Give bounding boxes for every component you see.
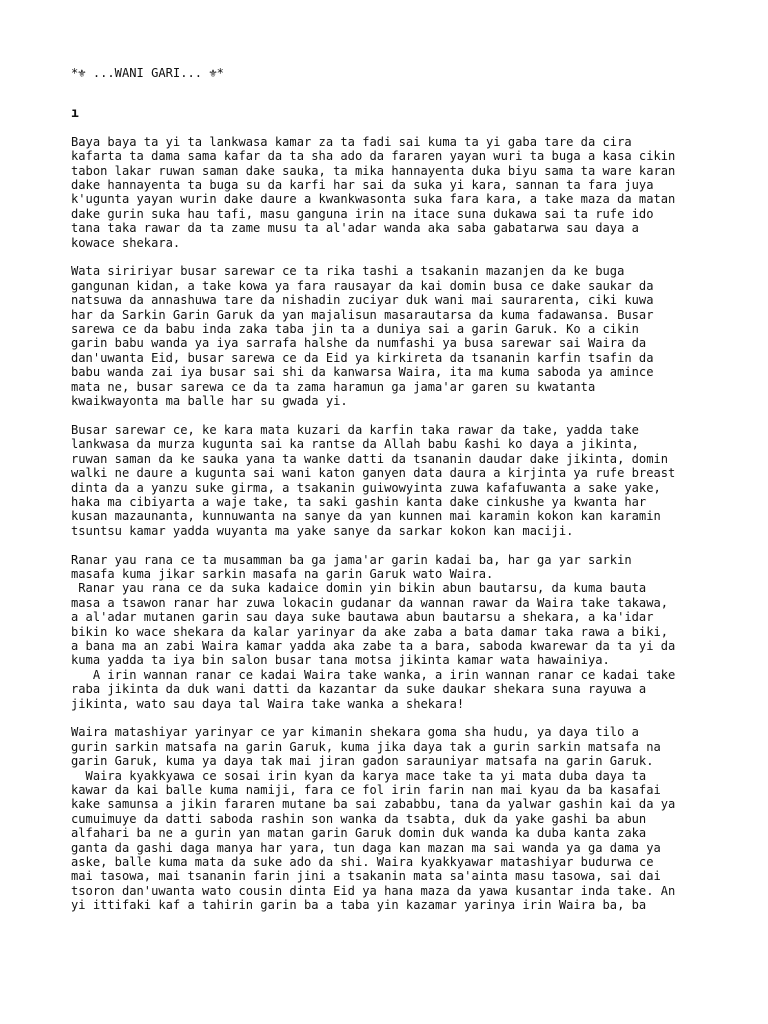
paragraph: Waira matashiyar yarinyar ce yar kimanin shekara goma sha hudu, ya daya tilo a gurin sarkin matsafa na garin Garuk, kuma jika daya tak a gurin sarkin matsafa na garin Garuk, kuma ya daya tak mai jiran gadon sarauniyar matsafa na garin Garuk. Waira kyakkyawa ce sosai irin kyan da karya mace take ta yi mata duba daya ta kawar da kai balle kuma namiji, fara ce fol irin farin nan mai kyau da ba kasafai kake samunsa a jikin fararen mutane ba sai zababbu, tana da yalwar gashin kai da ya cumuimuye da datti saboda rashin son wanka da tsabta, duk da yake gashi ba abun alfahari ba ne a gurin yan matan garin Garuk domin duk wanda ka duba kanta zaka ganta da gashi daga manya har yara, tun daga kan mazan ma sai wanda ya ga dama ya aske, balle kuma mata da suke ado da shi. Waira kyakkyawar matashiyar budurwa ce mai tasowa, mai tsananin farin jini a tsakanin mata sa'ainta masu tasowa, sai dai tsoron dan'uwanta wato cousin dinta Eid ya hana maza da yawa kusantar inda take. An yi ittifaki kaf a tahirin garin ba a taba yin kazamar yarinya irin Waira ba, ba [71,725,676,913]
chapter-number: ı [71,106,79,122]
paragraph: Wata siririyar busar sarewar ce ta rika tashi a tsakanin mazanjen da ke buga gangunan kidan, a take kowa ya fara rausayar da kai domin busa ce dake saukar da natsuwa da annashuwa tare da nishadin zuciyar duk wani mai saurarenta, ciki kuwa har da Sarkin Garin Garuk da yan majalisun masarautarsa da kuma fadawansa. Busar sarewa ce da babu inda zaka taba jin ta a duniya sai a garin Garuk. Ko a cikin garin babu wanda ya iya sarrafa halshe da numfashi ya busa sarewar sai Waira da dan'uwanta Eid, busar sarewa ce da Eid ya kirkireta da tsananin karfin tsafin da babu wanda zai iya busar sai shi da kanwarsa Waira, ita ma kuma saboda ya amince mata ne, busar sarewa ce da ta zama haramun ga jama'ar garen su kwatanta kwaikwayonta ma balle har su gwada yi. [71,264,654,409]
document-title: *⚜ ...WANI GARI... ⚜* [71,66,224,80]
paragraph: Ranar yau rana ce ta musamman ba ga jama'ar garin kadai ba, har ga yar sarkin masafa kuma jikar sarkin masafa na garin Garuk wato Waira. Ranar yau rana ce da suka kadaice domin yin bikin abun bautarsu, da kuma bauta masa a tsawon ranar har zuwa lokacin gudanar da wannan rawar da Waira take takawa, a al'adar mutanen garin sau daya suke bautawa abun bautarsu a shekara, a ka'idar bikin ko wace shekara da kalar yarinyar da ake zaba a bata damar taka rawa a biki, a bana ma an zabi Waira kamar yadda aka zabe ta a bara, saboda kwarewar da ta yi da kuma yadda ta iya bin salon busar tana motsa jikinta kamar wata hawainiya. A irin wannan ranar ce kadai Waira take wanka, a irin wannan ranar ce kadai take raba jikinta da duk wani datti da kazantar da suke daukar shekara suna rayuwa a jikinta, wato sau daya tal Waira take wanka a shekara! [71,552,676,711]
paragraph: Busar sarewar ce, ke kara mata kuzari da karfin taka rawar da take, yadda take lankwasa da murza kugunta sai ka rantse da Allah babu ƙashi ko daya a jikinta, ruwan saman da ke sauka yana ta wanke datti da tsananin daudar dake jikinta, domin walki ne daure a kugunta sai wani katon ganyen data daura a kirjinta ya rufe breast dinta da a yanzu suke girma, a tsakanin guiwowyinta zuwa kafafuwanta a sake yake, haka ma cibiyarta a waje take, ta saki gashin kanta dake cinkushe ya kwanta har kusan mazaunanta, kunnuwanta na sanye da yan kunnen mai karamin kokon kan karamin tsuntsu kamar yadda wuyanta ma yake sanye da sarkar kokon kan maciji. [71,422,676,538]
document-page [71,66,711,927]
paragraph: Baya baya ta yi ta lankwasa kamar za ta fadi sai kuma ta yi gaba tare da cira kafarta ta dama sama kafar da ta sha ado da fararen yayan wuri ta buga a kasa cikin tabon lakar ruwan saman dake sauka, ta mika hannayenta duka biyu sama ta ware karan dake hannayenta ta buga su da karfi har sai da suka yi kara, sannan ta fara juya k'ugunta yayan wurin dake daure a kwankwasonta suka fara kara, a take maza da matan dake gurin suka hau tafi, masu ganguna irin na itace suna dukawa sai ta rufe ido tana taka rawar da ta zame musu ta al'adar wanda aka saba gabatarwa sau daya a kowace shekara. [71,134,676,250]
